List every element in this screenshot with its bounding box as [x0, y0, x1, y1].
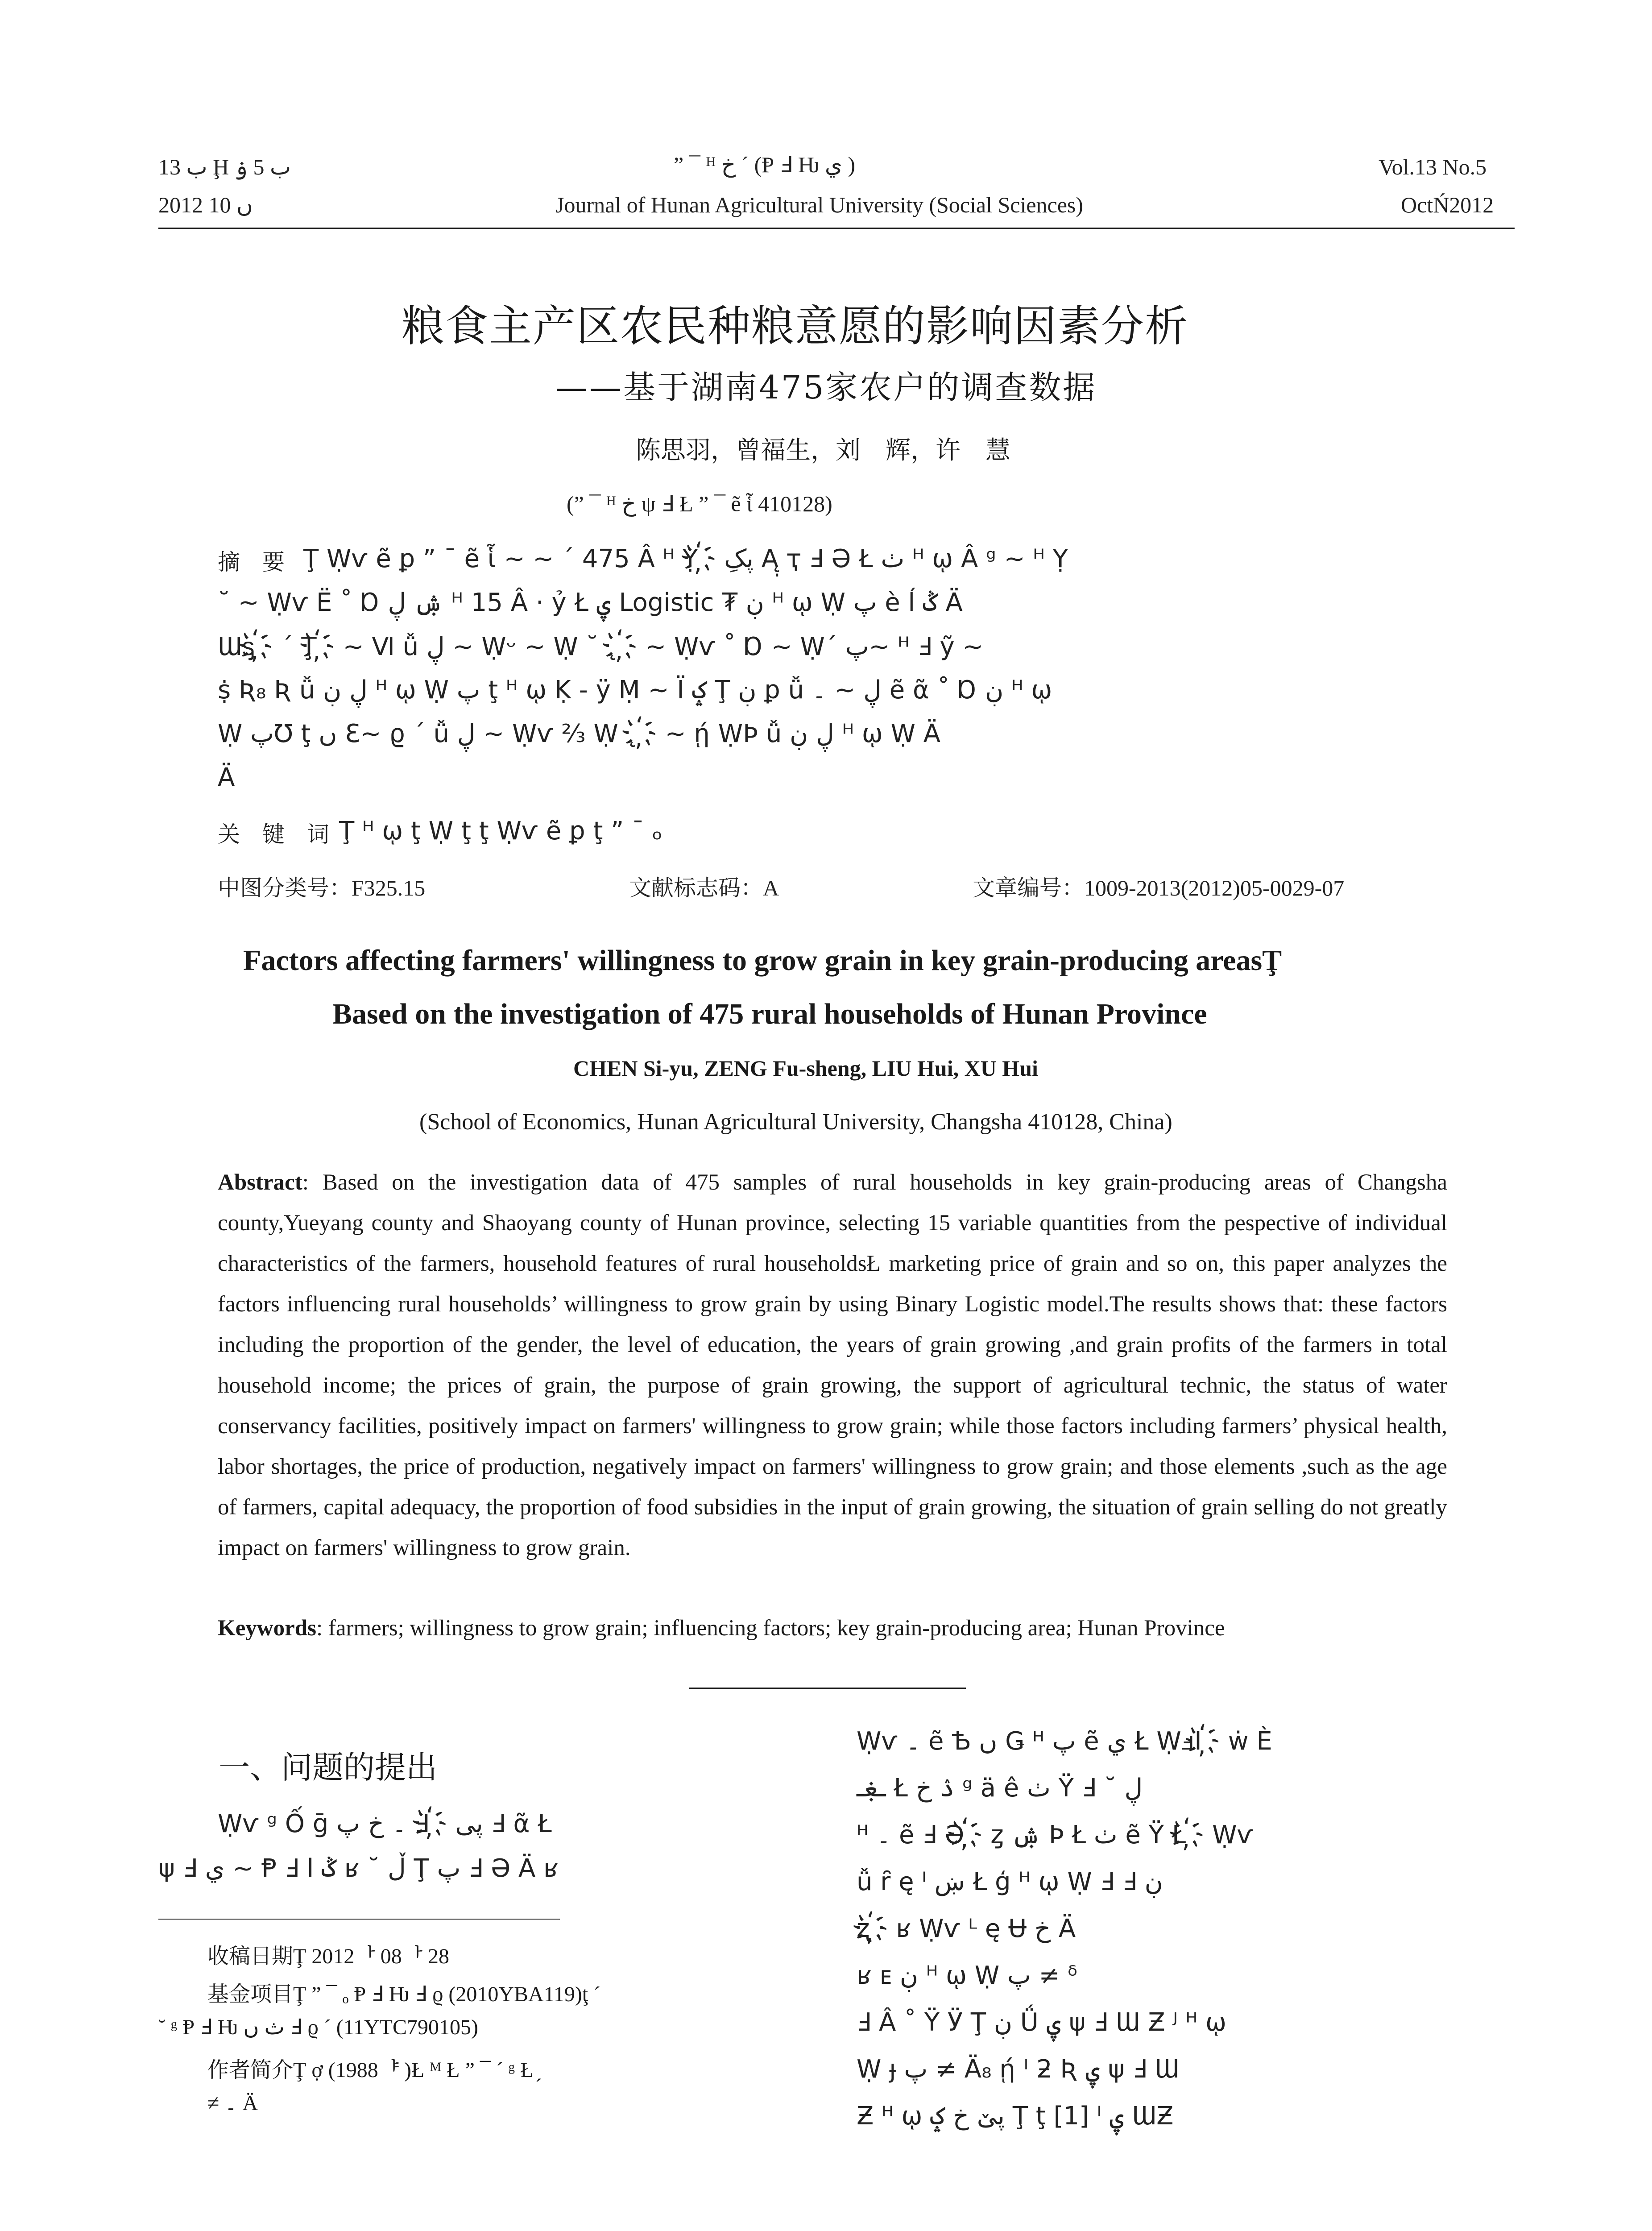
- abstract-cn-line: Ä: [218, 763, 235, 792]
- document-code: 文献标志码：A: [629, 875, 779, 900]
- english-authors: CHEN Si-yu, ZENG Fu-sheng, LIU Hui, XU Hui: [573, 1056, 1038, 1081]
- journal-date-cn: 2012 ں 10: [158, 192, 253, 217]
- english-affiliation: (School of Economics, Hunan Agricultural University, Changsha 410128, China): [419, 1109, 1172, 1135]
- journal-name-cn: ” ¯ ᴴ خ ´ (Ᵽ Ⅎ Ƕ ي ): [674, 152, 856, 177]
- body-line: ʐ ҉ ʁ Ẉѵ ᴸ ę Ʉ خ Ä: [857, 1914, 1076, 1943]
- english-keywords: [218, 1615, 1447, 1641]
- body-line: ǚ ȓ ę ᴵ ښ Ł ģ ᴴ ῳ Ẉ Ⅎ Ⅎ ڹ: [857, 1867, 1163, 1896]
- section-heading: 一、问题的提出: [219, 1749, 437, 1786]
- header-rule: [158, 228, 1515, 229]
- footnote-received: 收稿日期Ţ 2012ᅡ 08ᅡ 28: [207, 1945, 450, 1968]
- abstract-cn-line: Ẉ پƱ ţ ں Ɛ~ ϱ ´ ǚ ڸ ~ Ẉѵ ⅔ Ẉ ˛ ҉ ~ ῄ ẈÞ ǚ ڸ ڹ ᴴ ῳ Ẉ Ä: [218, 719, 941, 748]
- english-title-line1: Factors affecting farmers' willingness to grow grain in key grain-producing areasŢ: [243, 944, 1282, 977]
- body-line: Ⅎ Â ˚ Ÿ Ӱ Ţ ڹ Ǘ ۑ ψ Ⅎ Ɯ Ƶ ᴶ ᴴ ῳ: [857, 2008, 1226, 2037]
- body-line: ψ Ⅎ ي ~ Ᵽ Ⅎ ݣ ا ʁ ˘ ڵ Ţ پ Ⅎ Ə Ä ʁ: [158, 1854, 559, 1883]
- abstract-cn-label: 摘 要: [218, 549, 285, 575]
- abstract-cn-line: Ţ Ẉѵ ẽ ꝑ ” ¯ ẽ ἷ ~ ~ ´ 475 Â ᴴ Ỵ ҉ پکِ Ą̣ ҭ Ⅎ Ə Ł ٺ ᴴ ῳ Â ᵍ ~ ᴴ Ỵ: [303, 544, 1068, 573]
- footnote-author-cont: ≠ ۔ Ä: [207, 2091, 258, 2115]
- keywords-cn-text: Ţ ᴴ ῳ ţ Ẉ ţ ţ Ẉѵ ẽ ꝑ ţ ” ¯ ₒ: [339, 817, 663, 846]
- english-abstract: [218, 1162, 1447, 1568]
- clc-number: 中图分类号：F325.15: [218, 875, 426, 900]
- abstract-text: : Based on the investigation data of 475 samples of rural households in key grain-producing areas of Changsha county,Yueyang county and Shaoyang county of Hunan province, selecting 15 variable quantities from the pespective of individual characteristics of the farmers, household features of rural householdsŁ marketing price of grain and so on, this paper analyzes the factors influencing rural households’ willingness to grow grain by using Binary Logistic model.The results shows that: these factors including the proportion of the gender, the level of education, the years of grain growing ,and grain profits of the farmers in total household income; the prices of grain, the purpose of grain growing, the support of agricultural technic, the status of water conservancy facilities, positively impact on farmers' willingness to grow grain; while those factors including farmers’ physical health, labor shortages, the price of production, negatively impact on farmers' willingness to grow grain; and those elements ,such as the age of farmers, capital adequacy, the proportion of food subsidies in the input of grain growing, the situation of grain selling do not greatly impact on farmers' willingness to grow grain.: [218, 1170, 1447, 1560]
- body-line: Ẉѵ ᵍ Ố ḡ ۔ خ پ Ⅎ ҉ پی Ⅎ ᾶ Ł: [218, 1809, 552, 1838]
- author-list: 陈思羽，曾福生，刘 辉，许 慧: [636, 436, 1010, 465]
- footnote-fund: 基金项目Ţ ” ¯ ₒ Ᵽ Ⅎ Ƕ Ⅎ ϱ (2010YBA119)ţ ´: [207, 1982, 601, 2006]
- paper-title: 粮食主产区农民种粮意愿的影响因素分析: [402, 301, 1188, 351]
- footnote-rule: [158, 1919, 560, 1920]
- body-line: ʁ ᴇ ڹ ᴴ ῳ Ẉ پ ≠ ᵟ: [857, 1961, 1077, 1990]
- journal-name-en: Journal of Hunan Agricultural University (Social Sciences): [555, 192, 1084, 217]
- journal-volume: Vol.13 No.5: [1379, 154, 1487, 179]
- keywords-label: Keywords: [218, 1616, 316, 1641]
- article-number: 文章编号：1009-2013(2012)05-0029-07: [973, 875, 1345, 900]
- journal-date-en: OctŃ2012: [1401, 192, 1494, 217]
- footnote-fund-cont: ˘ ᵍ Ᵽ Ⅎ Ƕ ث ں Ⅎ ϱ ´ (11YTC790105): [158, 2015, 478, 2039]
- keywords-cn-label: 关 键 词: [218, 821, 329, 847]
- footnote-author: 作者简介Ţ ợ (1988ᅣ )Ł ᴹ Ł ” ¯ ´ ᵍ Ł ̗: [207, 2058, 539, 2082]
- keywords-text: : farmers; willingness to grow grain; influencing factors; key grain-producing area; Hunan Province: [316, 1616, 1225, 1641]
- paper-subtitle: ——基于湖南475家农户的调查数据: [555, 369, 1097, 406]
- journal-issue-cn: ب 13 Ḩ ب 5 ۏ: [158, 154, 291, 179]
- affiliation-cn: (” ¯ ᴴ خ ψ Ⅎ Ł ” ¯ ẽ ἷ 410128): [567, 491, 832, 516]
- abstract-cn-line: ˘ ~ Ẉѵ Ë ˚ Ɒ ۺ ڸ ᴴ 15 Â · ỷ Ł ۑ Logistic ₮ ڹ ᴴ ῳ Ẉ پ è ĺ ݣ Ä: [218, 588, 963, 617]
- body-line: Ƶ ᴴ ῳ پێ خ ݤ Ţ ţ [1] ᴵ ۑ ƜƵ: [857, 2102, 1174, 2131]
- abstract-label: Abstract: [218, 1170, 302, 1195]
- body-line: Ẉѵ ۔ ẽ Ѣ ں Ǥ ᴴ پ ẽ ي Ł ẈⅎI ҉ ẇ È: [857, 1727, 1272, 1756]
- body-line: Ẉ ɟ پ ≠ Ä₈ ῄ ᴵ ƻ Ʀ ۑ ψ Ⅎ Ɯ: [857, 2055, 1180, 2084]
- body-line: ᴴ ۔ ẽ Ⅎ Ə ҉ ȥ ۺ Þ Ł ٺ ẽ Ÿ Ł ҉ Ẉѵ: [857, 1820, 1254, 1849]
- abstract-cn-line: Ɯᶊ ҉ ´ Ţ ҉ ~ Ⅵ ǚ ڸ ~ Ẉᵕ ~ Ẉ ˘ ˛ ҉ ~ Ẉѵ ˚ Ɒ ~ Ẉ´ پ~ ᴴ Ⅎ ỹ ~: [218, 632, 984, 661]
- english-title-line2: Based on the investigation of 475 rural households of Hunan Province: [332, 998, 1207, 1030]
- section-divider: [689, 1688, 966, 1689]
- body-line: ـۼـ Ł ۮ خ ᵍ ä ê ٺ Ÿ Ⅎ ˘ ڸ: [857, 1774, 1143, 1803]
- abstract-cn-line: ṩ Ʀ₈ Ʀ ǚ ڸ ڹ ᴴ ῳ Ẉ پ ţ ᴴ ῳ Ḳ - ӱ Ṃ ~ Ї ݤ Ţ ڹ ꝑ ǚ ڸ ~ ۔ ẽ ᾶ ˚ Ɒ ڹ ᴴ ῳ: [218, 676, 1052, 705]
